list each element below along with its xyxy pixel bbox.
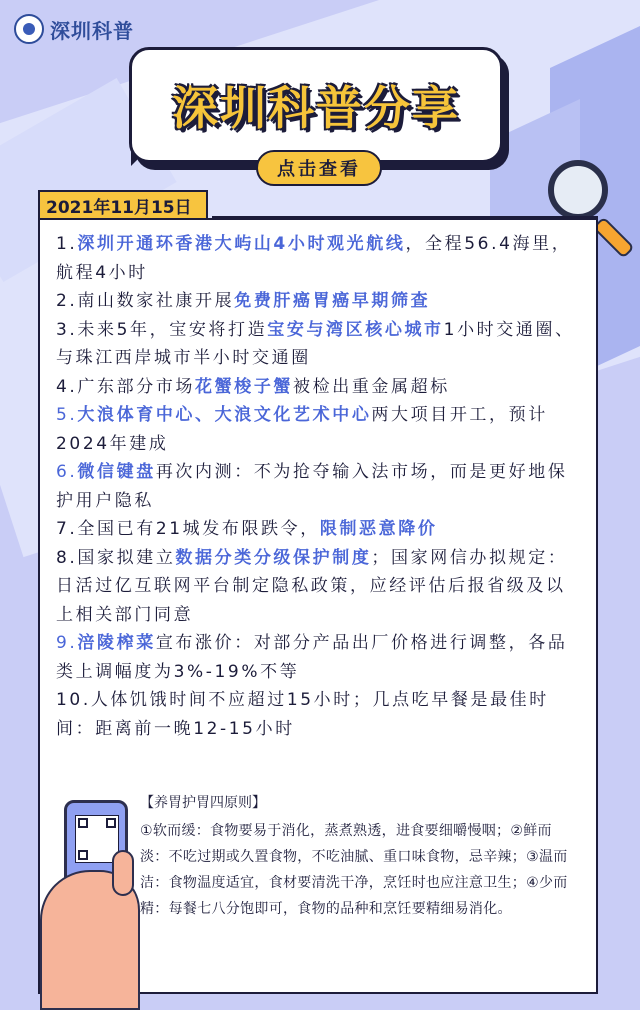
brand-logo — [14, 14, 134, 44]
news-text: ，全程56.4海里，航程4小时 — [56, 234, 572, 283]
news-highlight: 免费肝癌胃癌早期筛查 — [234, 291, 431, 311]
news-item — [56, 629, 580, 686]
news-text: 两大项目开工，预计2024年建成 — [56, 405, 548, 454]
title-banner — [129, 47, 503, 163]
news-item — [56, 544, 580, 630]
news-highlight: 数据分类分级保护制度 — [175, 547, 372, 568]
news-item — [56, 401, 580, 458]
thumb-illustration — [112, 850, 134, 896]
news-text: 被检出重金属超标 — [293, 376, 450, 397]
date-tag: 2021年11月15日 — [38, 190, 208, 220]
news-item — [56, 287, 580, 316]
view-button[interactable]: 点击查看 — [256, 150, 382, 186]
news-item — [56, 316, 580, 373]
news-text: 4.广东部分市场 — [56, 376, 196, 397]
news-text: 10.人体饥饿时间不应超过15小时；几点吃早餐是最佳时间：距离前一晚12-15小时 — [56, 690, 549, 739]
news-text: 9. — [56, 633, 78, 653]
news-item — [56, 230, 580, 287]
news-text: 8.国家拟建立 — [56, 547, 176, 568]
tips-body: ①软而缓：食物要易于消化，蒸煮熟透，进食要细嚼慢咽；②鲜而淡：不吃过期或久置食物，不吃油腻、重口味食物，忌辛辣；③温而洁：食物温度适宜，食材要清洗干净，烹饪时也应注意卫生；④少而精：每餐七八分饱即可，食物的品种和烹饪要精细易消化。 — [140, 823, 568, 917]
page-title: 深圳科普分享 — [172, 81, 460, 135]
news-item — [56, 458, 580, 515]
news-highlight: 深圳开通环香港大屿山4小时观光航线 — [77, 234, 406, 254]
news-list — [56, 230, 580, 743]
news-text: 2.南山数家社康开展 — [56, 291, 235, 311]
news-highlight: 大浪体育中心、大浪文化艺术中心 — [77, 405, 372, 425]
news-text: 5. — [56, 405, 78, 425]
news-highlight: 花蟹梭子蟹 — [195, 376, 294, 397]
news-text: 宣布涨价：对部分产品出厂价格进行调整，各品类上调幅度为3%-19%不等 — [56, 633, 568, 682]
news-highlight: 宝安与湾区核心城市 — [267, 319, 444, 340]
news-text: 7.全国已有21城发布限跌令， — [56, 519, 320, 539]
tips-section — [140, 792, 580, 922]
news-text: 3.未来5年，宝安将打造 — [56, 319, 268, 340]
tips-title: 【养胃护胃四原则】 — [140, 795, 266, 811]
brand-name: 深圳科普 — [50, 18, 134, 43]
news-item — [56, 373, 580, 402]
news-text: 6. — [56, 462, 78, 482]
seal-icon — [14, 14, 44, 44]
news-highlight: 微信键盘 — [77, 462, 156, 482]
news-text: 1. — [56, 234, 78, 254]
news-item — [56, 515, 580, 544]
news-text: ；国家网信办拟规定：日活过亿互联网平台制定隐私政策，应经评估后报省级及以上相关部门同意 — [56, 547, 568, 625]
news-highlight: 涪陵榨菜 — [77, 633, 156, 653]
magnifier-icon — [548, 160, 608, 220]
news-highlight: 限制恶意降价 — [319, 519, 438, 539]
date-underline — [212, 216, 598, 220]
news-text: 1小时交通圈、与珠江西岸城市半小时交通圈 — [56, 319, 575, 368]
news-item — [56, 686, 580, 743]
news-text: 再次内测：不为抢夺输入法市场，而是更好地保护用户隐私 — [56, 462, 568, 511]
